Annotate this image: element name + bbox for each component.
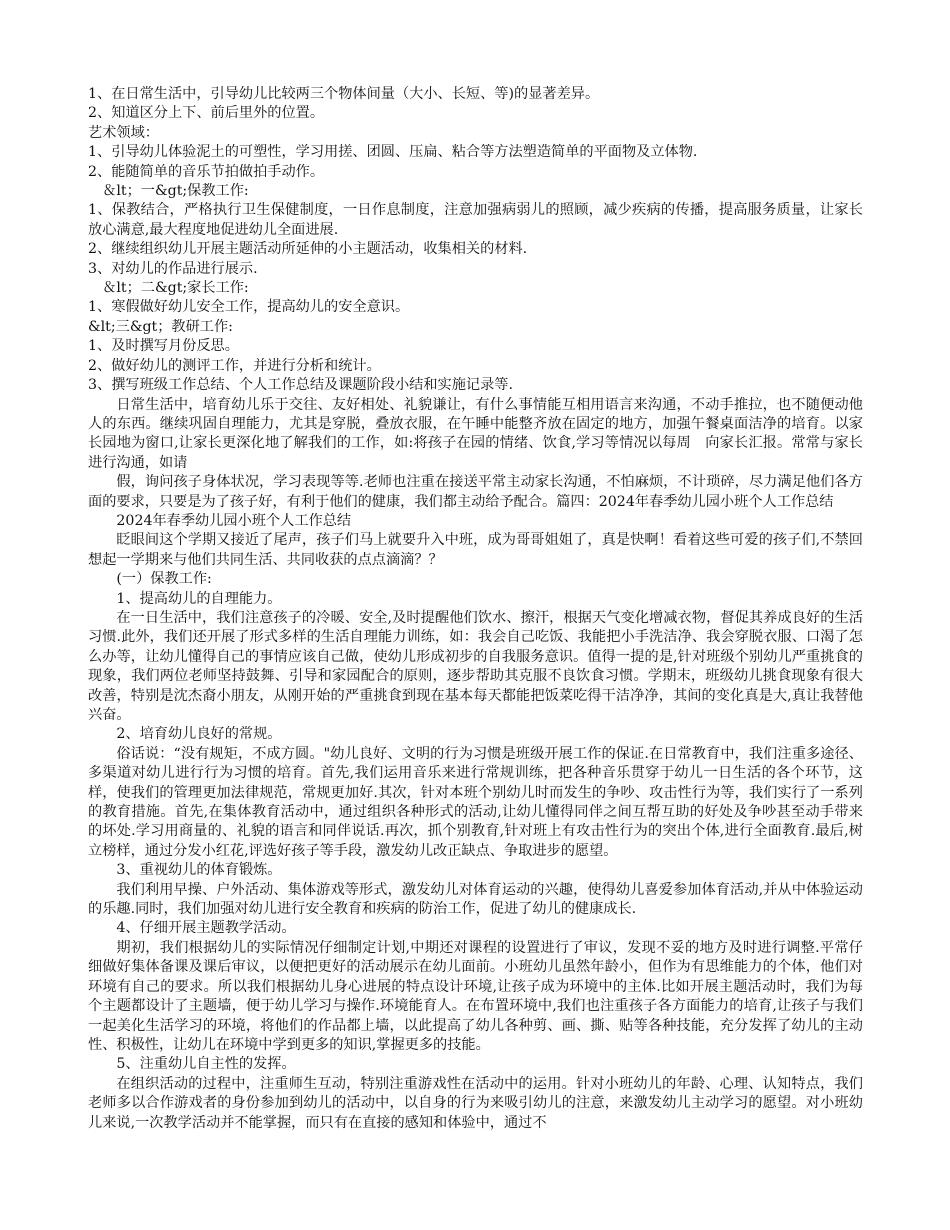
text-line: 1、在日常生活中，引导幼儿比较两三个物体间量（大小、长短、等)的显著差异。 (88, 86, 600, 102)
text-paragraph: 在组织活动的过程中，注重师生互动，特别注重游戏性在活动中的运用。针对小班幼儿的年龄、心理、认知特点，我们老师多以合作游戏者的身份参加到幼儿的活动中，以自身的行为来吸引幼儿的注意，来激发幼儿主动学习的愿望。对小班幼儿来说,一次教学活动并不能掌握，而只有在直接的感知和体验中，通过不 (88, 1075, 863, 1131)
section-heading: ＆lt；二&gt;家长工作: (102, 280, 249, 297)
section-heading: &lt;三&gt；教研工作: (88, 318, 233, 335)
text-line: 2、能随简单的音乐节拍做拍手动作。 (88, 163, 325, 180)
text-line: 1、引导幼儿体验泥土的可塑性，学习用搓、团圆、压扁、粘合等方法塑造简单的平面物及立体物. (88, 144, 698, 161)
text-paragraph: 假，询问孩子身体状况，学习表现等等.老师也注重在接送平常主动家长沟通，不怕麻烦，不计琐碎，尽力满足他们各方面的要求，只要是为了孩子好，有利于他们的健康，我们都主动给予配合。篇四：2024年春季幼儿园小班个人工作总结 (88, 474, 863, 510)
section-heading: (一）保教工作: (116, 571, 212, 588)
text-line: 2、做好幼儿的测评工作，并进行分析和统计。 (88, 357, 381, 374)
text-paragraph: 1、保教结合，严格执行卫生保健制度，一日作息制度，注意加强病弱儿的照顾，减少疾病的传播，提高服务质量，让家长放心满意,最大程度地促进幼儿全面进展. (88, 202, 863, 238)
text-paragraph: 期初，我们根据幼儿的实际情况仔细制定计划,中期还对课程的设置进行了审议，发现不妥的地方及时进行调整.平常仔细做好集体备课及课后审议，以便把更好的活动展示在幼儿面前。小班幼儿虽然年龄小，但作为有思维能力的个体，他们对环境有自己的要求。所以我们根据幼儿身心进展的特点设计环境,让孩子成为环境中的主体.比如开展主题活动时，我们为每个主题都设计了主题墙，便于幼儿学习与操作.环境能育人。在布置环境中,我们也注重孩子各方面能力的培育,让孩子与我们一起美化生活学习的环境，将他们的作品都上墙，以此提高了幼儿各种剪、画、撕、贴等各种技能，充分发挥了幼儿的主动性、积极性，让幼儿在环境中学到更多的知识,掌握更多的技能。 (88, 939, 863, 1053)
subsection-heading: 4、仔细开展主题教学活动。 (116, 920, 296, 937)
text-paragraph: 日常生活中，培育幼儿乐于交往、友好相处、礼貌谦让，有什么事情能互相用语言来沟通，不动手推拉，也不随便动他人的东西。继续巩固自理能力，尤其是穿脱，叠放衣服，在午睡中能整齐放在固定的地方，加强午餐桌面洁净的培育。以家长园地为窗口,让家长更深化地了解我们的工作，如:将孩子在园的情绪、饮食,学习等情况以每周 向家长汇报。常常与家长进行沟通，如请 (88, 396, 863, 471)
text-line: 1、寒假做好幼儿安全工作，提高幼儿的安全意识。 (88, 299, 410, 316)
text-line: 1、及时撰写月份反思。 (88, 338, 239, 355)
text-line: 3、撰写班级工作总结、个人工作总结及课题阶段小结和实施记录等. (88, 377, 513, 394)
subsection-heading: 1、提高幼儿的自理能力。 (116, 590, 282, 607)
subsection-heading: 3、重视幼儿的体育锻炼。 (116, 862, 282, 879)
text-paragraph: 眨眼间这个学期又接近了尾声，孩子们马上就要升入中班，成为哥哥姐姐了，真是快啊！看着这些可爱的孩子们,不禁回想起一学期来与他们共同生活、共同收获的点点滴滴？？ (88, 532, 863, 568)
text-line: 3、对幼儿的作品进行展示. (88, 260, 258, 277)
document-body (88, 85, 863, 1133)
text-paragraph: 在一日生活中，我们注意孩子的冷暖、安全,及时提醒他们饮水、擦汗，根据天气变化增减衣物，督促其养成良好的生活习惯.此外，我们还开展了形式多样的生活自理能力训练，如：我会自己吃饭、我能把小手洗洁净、我会穿脱衣服、口渴了怎么办等，让幼儿懂得自己的事情应该自己做，使幼儿形成初步的自我服务意识。值得一提的是,针对班级个别幼儿严重挑食的现象，我们两位老师坚持鼓舞、引导和家园配合的原则，逐步帮助其克服不良饮食习惯。学期末，班级幼儿挑食现象有很大改善，特别是沈杰裔小朋友，从刚开始的严重挑食到现在基本每天都能把饭菜吃得干洁净净，其间的变化真是大,真让我替他兴奋。 (88, 609, 863, 723)
section-heading: ＆lt；一&gt;保教工作: (102, 183, 249, 200)
text-line: 2、继续组织幼儿开展主题活动所延伸的小主题活动，收集相关的材料. (88, 241, 528, 258)
text-paragraph: 俗话说：“没有规矩，不成方圆。"幼儿良好、文明的行为习惯是班级开展工作的保证.在日常教育中，我们注重多途径、多渠道对幼儿进行行为习惯的培育。首先,我们运用音乐来进行常规训练，把各种音乐贯穿于幼儿一日生活的各个环节，这样，使我们的管理更加法律规范，常规更加好.其次，针对本班个别幼儿时而发生的争吵、攻击性行为等，我们实行了一系列的教育措施。首先,在集体教育活动中，通过组织各种形式的活动,让幼儿懂得同伴之间互帮互助的好处及争吵甚至动手带来的坏处.学习用商量的、礼貌的语言和同伴说话.再次，抓个别教育,针对班上有攻击性行为的突出个体,进行全面教育.最后,树立榜样，通过分发小红花,评选好孩子等手段，激发幼儿改正缺点、争取进步的愿望。 (88, 745, 863, 859)
subsection-heading: 5、注重幼儿自主性的发挥。 (116, 1056, 296, 1073)
text-line: 2、知道区分上下、前后里外的位置。 (88, 105, 325, 122)
section-heading: 艺术领域： (88, 124, 159, 141)
article-title: 2024年春季幼儿园小班个人工作总结 (116, 512, 352, 529)
subsection-heading: 2、培育幼儿良好的常规。 (116, 726, 282, 743)
text-paragraph: 我们利用早操、户外活动、集体游戏等形式，激发幼儿对体育运动的兴趣，使得幼儿喜爱参加体育活动,并从中体验运动的乐趣.同时，我们加强对幼儿进行安全教育和疾病的防治工作，促进了幼儿的健康成长. (88, 881, 863, 918)
